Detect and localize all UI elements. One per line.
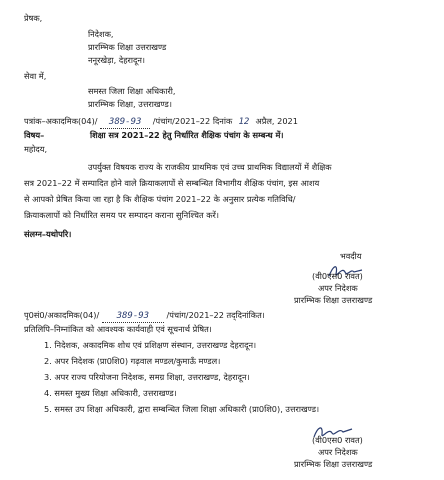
ref2-suffix: /पंचांग/2021–22 तद्‌दिनांकित।: [166, 310, 265, 320]
to-label: सेवा में,: [24, 71, 47, 81]
copy-item-2: 2. अपर निदेशक (प्रा0शि0) गढ़वाल मण्डल/कुमाऊँ मण्डल।: [44, 356, 221, 366]
sender-line-3: ननूरखेड़ा, देहरादून।: [88, 55, 145, 65]
ref1-prefix: पत्रांक–अकादमिक(04)/: [24, 116, 98, 126]
signature1-office: प्रारम्भिक शिक्षा उत्तराखण्ड: [294, 295, 373, 305]
copy-item-1: 1. निदेशक, अकादमिक शोध एवं प्रशिक्षण संस्थान, उत्तराखण्ड देहरादून।: [44, 340, 257, 350]
closing: भवदीय: [340, 251, 362, 261]
body-line-3: से आपको प्रेषित किया जा रहा है कि शैक्षिक पंचांग 2021–22 के अनुसार प्रत्येक गतिविधि/: [24, 194, 296, 204]
signature1-designation: अपर निदेशक: [318, 283, 358, 293]
copy-intro: प्रतिलिपि–निम्नांकित को आवश्यक कार्यवाही एवं सूचनार्थ प्रेषित।: [24, 324, 212, 334]
subject-text: शिक्षा सत्र 2021–22 हेतु निर्धारित शैक्षिक पंचांग के सम्बन्ध में।: [90, 130, 284, 140]
sender-line-2: प्रारम्भिक शिक्षा उत्तराखण्ड: [88, 42, 167, 52]
ref1-date: अप्रैल, 2021: [255, 116, 298, 126]
ref1-suffix: /पंचांग/2021–22 दिनांक: [152, 116, 233, 126]
body-line-1: उपर्युक्त विषयक राज्य के राजकीय प्राथमिक एवं उच्च प्राथमिक विद्यालयों में शैक्षिक: [88, 162, 332, 172]
signature2-designation: अपर निदेशक: [318, 447, 358, 457]
ref2-handwritten-number: 389-93: [102, 311, 164, 323]
subject-label: विषय–: [24, 130, 45, 140]
ref1-handwritten-day: 12: [238, 117, 250, 127]
reference-line-1: [24, 117, 298, 129]
recipient-line-1: समस्त जिला शिक्षा अधिकारी,: [88, 86, 176, 96]
copy-item-4: 4. समस्त मुख्य शिक्षा अधिकारी, उत्तराखण्ड।: [44, 388, 177, 398]
sender-line-1: निदेशक,: [88, 29, 114, 39]
signature2-office: प्रारम्भिक शिक्षा उत्तराखण्ड: [294, 459, 373, 469]
body-line-4: क्रियाकलापों को निर्धारित समय पर सम्पादन कराना सुनिश्चित करें।: [24, 210, 220, 220]
signature1-name: (वी0एस0 रावत): [312, 271, 363, 281]
copy-item-5: 5. समस्त उप शिक्षा अधिकारी, द्वारा सम्बन्धित जिला शिक्षा अधिकारी (प्रा0शि0), उत्तराखण्ड।: [44, 404, 320, 414]
copy-item-3: 3. अपर राज्य परियोजना निदेशक, समग्र शिक्षा, उत्तराखण्ड, देहरादून।: [44, 372, 250, 382]
signature2-name: (वी0एस0 रावत): [312, 435, 363, 445]
reference-line-2: [24, 311, 265, 323]
salutation: महोदय,: [24, 144, 48, 154]
recipient-line-2: प्रारम्भिक शिक्षा, उत्तराखण्ड।: [88, 99, 172, 109]
sender-label: प्रेषक,: [24, 13, 43, 23]
ref1-handwritten-number: 389-93: [100, 117, 150, 129]
body-line-2: सत्र 2021–22 में सम्पादित होने वाले क्रियाकलापों से सम्बन्धित विभागीय शैक्षिक पंचांग, इस आशय: [24, 178, 320, 188]
enclosure: संलग्न–यथोपरि।: [24, 229, 72, 239]
ref2-prefix: पृ0सं0/अकादमिक(04)/: [24, 310, 100, 320]
